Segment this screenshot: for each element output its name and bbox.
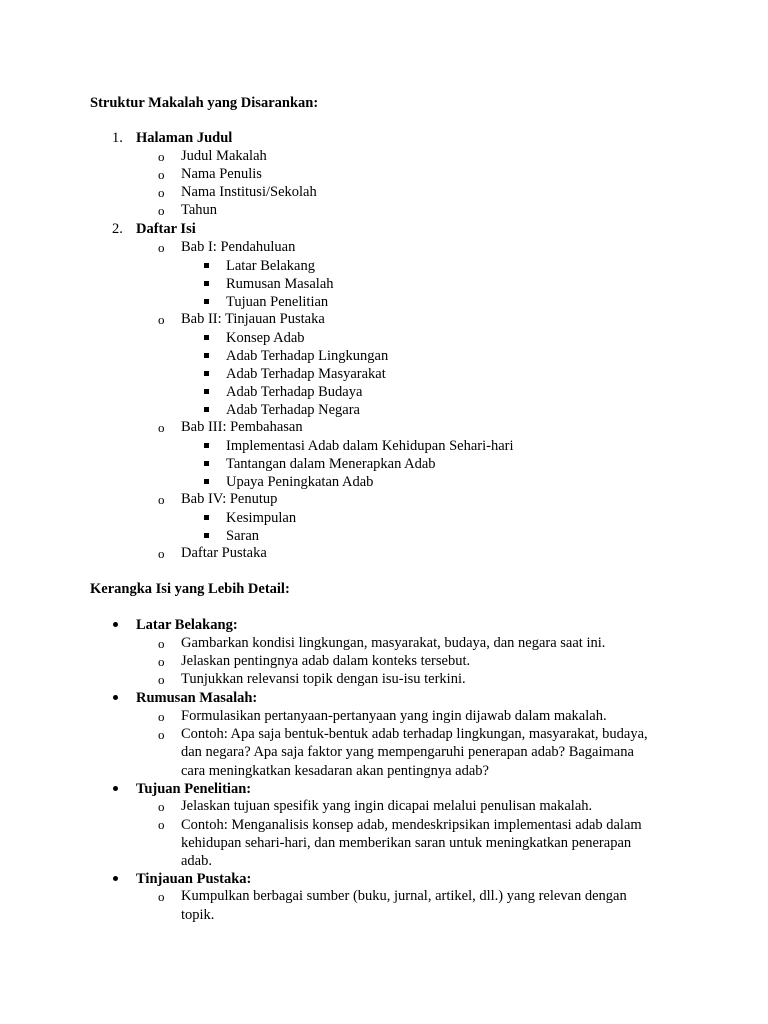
list-item: Tunjukkan relevansi topik dengan isu-isu terkini. <box>181 671 466 687</box>
list-item: Rumusan Masalah <box>226 276 334 292</box>
bullet-icon <box>113 695 118 700</box>
list-marker-o: o <box>158 654 165 669</box>
list-marker-o: o <box>158 546 165 561</box>
list-item: Upaya Peningkatan Adab <box>226 474 374 490</box>
list-marker-o: o <box>158 420 165 435</box>
list-item: Adab Terhadap Masyarakat <box>226 366 386 382</box>
list-item: Jelaskan pentingnya adab dalam konteks tersebut. <box>181 653 471 669</box>
square-bullet-icon <box>204 515 209 520</box>
list-marker-o: o <box>158 312 165 327</box>
list-item-line: topik. <box>181 907 215 923</box>
list-item: Saran <box>226 528 260 544</box>
list-item: Gambarkan kondisi lingkungan, masyarakat, budaya, dan negara saat ini. <box>181 635 606 651</box>
list-marker-o: o <box>158 727 165 742</box>
square-bullet-icon <box>204 263 209 268</box>
list-item: Latar Belakang <box>226 258 315 274</box>
list-item: Implementasi Adab dalam Kehidupan Sehari-hari <box>226 438 514 454</box>
bullet-icon <box>113 786 118 791</box>
heading-kerangka: Kerangka Isi yang Lebih Detail: <box>90 581 290 597</box>
square-bullet-icon <box>204 479 209 484</box>
square-bullet-icon <box>204 281 209 286</box>
list-item-title: Tujuan Penelitian: <box>136 781 252 797</box>
list-item-line: adab. <box>181 853 212 869</box>
list-item-line: cara meningkatkan kesadaran akan pentingnya adab? <box>181 763 489 779</box>
list-item: Kesimpulan <box>226 510 297 526</box>
list-item: Bab III: Pembahasan <box>181 419 303 435</box>
list-marker-o: o <box>158 799 165 814</box>
list-item: Adab Terhadap Budaya <box>226 384 363 400</box>
list-number: 2. <box>112 221 123 237</box>
list-item: Jelaskan tujuan spesifik yang ingin dicapai melalui penulisan makalah. <box>181 798 593 814</box>
list-marker-o: o <box>158 203 165 218</box>
list-item: Konsep Adab <box>226 330 305 346</box>
square-bullet-icon <box>204 461 209 466</box>
list-number: 1. <box>112 130 123 146</box>
list-item-title: Daftar Isi <box>136 221 196 237</box>
square-bullet-icon <box>204 533 209 538</box>
list-item-title: Halaman Judul <box>136 130 233 146</box>
list-item: Adab Terhadap Negara <box>226 402 360 418</box>
square-bullet-icon <box>204 371 209 376</box>
list-item-line: dan negara? Apa saja faktor yang mempengaruhi penerapan adab? Bagaimana <box>181 744 634 760</box>
list-item-line: Kumpulkan berbagai sumber (buku, jurnal, artikel, dll.) yang relevan dengan <box>181 888 627 904</box>
list-marker-o: o <box>158 149 165 164</box>
square-bullet-icon <box>204 353 209 358</box>
list-marker-o: o <box>158 889 165 904</box>
list-item: Tahun <box>181 202 218 218</box>
list-item-line: kehidupan sehari-hari, dan memberikan saran untuk meningkatkan penerapan <box>181 835 632 851</box>
square-bullet-icon <box>204 335 209 340</box>
list-item: Judul Makalah <box>181 148 267 164</box>
list-item: Adab Terhadap Lingkungan <box>226 348 389 364</box>
list-item-line: Contoh: Apa saja bentuk-bentuk adab terhadap lingkungan, masyarakat, budaya, <box>181 726 648 742</box>
list-item: Bab II: Tinjauan Pustaka <box>181 311 325 327</box>
heading-struktur: Struktur Makalah yang Disarankan: <box>90 95 319 111</box>
list-item: Bab I: Pendahuluan <box>181 239 296 255</box>
square-bullet-icon <box>204 389 209 394</box>
list-item-title: Tinjauan Pustaka: <box>136 871 252 887</box>
list-item: Bab IV: Penutup <box>181 491 278 507</box>
list-marker-o: o <box>158 672 165 687</box>
square-bullet-icon <box>204 407 209 412</box>
list-marker-o: o <box>158 636 165 651</box>
list-item: Nama Institusi/Sekolah <box>181 184 317 200</box>
list-item-line: Contoh: Menganalisis konsep adab, mendeskripsikan implementasi adab dalam <box>181 817 642 833</box>
bullet-icon <box>113 876 118 881</box>
list-marker-o: o <box>158 492 165 507</box>
list-marker-o: o <box>158 709 165 724</box>
list-item-title: Latar Belakang: <box>136 617 238 633</box>
list-item: Tujuan Penelitian <box>226 294 329 310</box>
list-marker-o: o <box>158 185 165 200</box>
bullet-icon <box>113 622 118 627</box>
list-marker-o: o <box>158 167 165 182</box>
list-item: Tantangan dalam Menerapkan Adab <box>226 456 436 472</box>
list-item: Formulasikan pertanyaan-pertanyaan yang ingin dijawab dalam makalah. <box>181 708 607 724</box>
square-bullet-icon <box>204 299 209 304</box>
square-bullet-icon <box>204 443 209 448</box>
list-item: Nama Penulis <box>181 166 262 182</box>
list-item: Daftar Pustaka <box>181 545 267 561</box>
list-marker-o: o <box>158 817 165 832</box>
list-item-title: Rumusan Masalah: <box>136 690 258 706</box>
list-marker-o: o <box>158 240 165 255</box>
